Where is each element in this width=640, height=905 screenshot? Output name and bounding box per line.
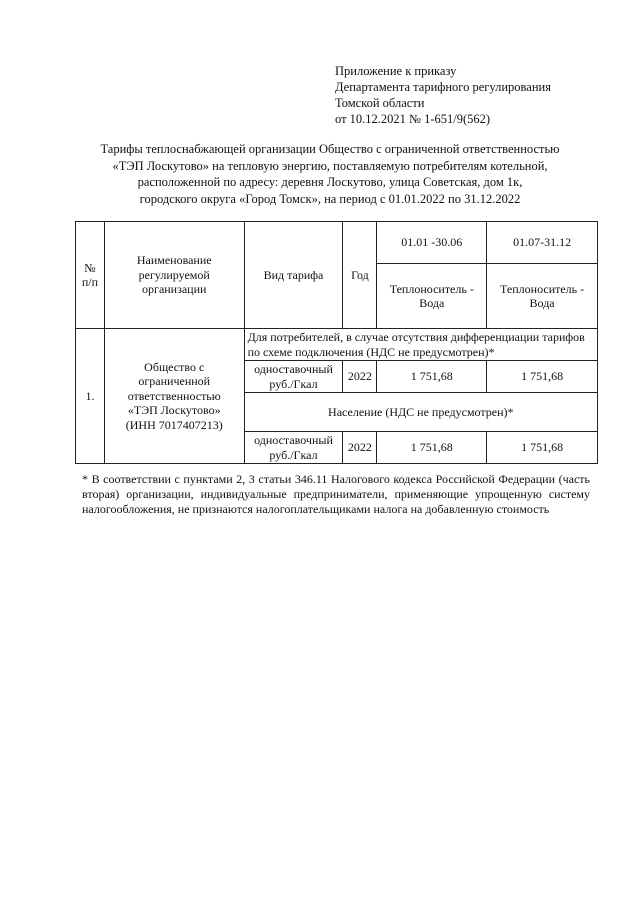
organization-inn: (ИНН 7017407213) xyxy=(125,417,223,432)
tariff-unit: руб./Гкал xyxy=(269,447,318,462)
tariff-type-cell xyxy=(244,361,343,393)
tariff-type-cell xyxy=(244,432,343,464)
tariff-type-line: одноставочный xyxy=(254,362,333,376)
year-cell: 2022 xyxy=(343,361,377,393)
header-organization: Наименование регулируемой организации xyxy=(104,222,244,329)
appendix-order-number: от 10.12.2021 № 1-651/9(562) xyxy=(335,112,491,126)
organization-line: ограниченной xyxy=(138,374,211,389)
title-line: «ТЭП Лоскутово» на тепловую энергию, поставляемую потребителям котельной, xyxy=(112,158,548,173)
appendix-line: Приложение к приказу xyxy=(335,64,457,78)
tariff-table xyxy=(75,221,598,464)
header-carrier-2: Теплоноситель - Вода xyxy=(487,264,598,329)
header-period-1: 01.01 -30.06 xyxy=(377,222,487,264)
title-line: городского округа «Город Томск», на период с 01.01.2022 по 31.12.2022 xyxy=(139,191,521,206)
year-cell: 2022 xyxy=(343,432,377,464)
title-line: расположенной по адресу: деревня Лоскутово, улица Советская, дом 1к, xyxy=(137,175,523,189)
document-title xyxy=(70,141,590,207)
row-number: 1. xyxy=(76,329,105,464)
organization-line: Общество с xyxy=(144,359,205,374)
appendix-block xyxy=(335,63,551,127)
tariff-unit: руб./Гкал xyxy=(269,376,318,391)
group-label-consumers: Для потребителей, в случае отсутствия дифференциации тарифов по схеме подключения (НДС не предусмотрен)* xyxy=(244,329,597,361)
tariff-value-period-2: 1 751,68 xyxy=(487,361,598,393)
tariff-value-period-1: 1 751,68 xyxy=(377,432,487,464)
tariff-value-period-2: 1 751,68 xyxy=(487,432,598,464)
tariff-type-line: одноставочный xyxy=(254,433,333,447)
appendix-line: Департамента тарифного регулирования xyxy=(335,80,551,94)
appendix-line: Томской области xyxy=(335,96,425,110)
organization-name xyxy=(104,329,244,464)
title-line: Тарифы теплоснабжающей организации Общество с ограниченной ответственностью xyxy=(100,142,560,156)
organization-line: «ТЭП Лоскутово» xyxy=(127,403,221,418)
header-period-2: 01.07-31.12 xyxy=(487,222,598,264)
header-tariff-type: Вид тарифа xyxy=(244,222,343,329)
header-year: Год xyxy=(343,222,377,329)
organization-line: ответственностью xyxy=(127,388,221,403)
footnote: * В соответствии с пунктами 2, 3 статьи 346.11 Налогового кодекса Российской Федерации (часть вторая) организации, индивидуальные предприниматели, применяющие упрощенную систему налогообложения, не признаются налогоплательщиками налога на добавленную стоимость xyxy=(82,472,590,516)
group-label-population: Население (НДС не предусмотрен)* xyxy=(244,393,597,432)
header-carrier-1: Теплоноситель - Вода xyxy=(377,264,487,329)
tariff-value-period-1: 1 751,68 xyxy=(377,361,487,393)
header-number: № п/п xyxy=(76,222,105,329)
